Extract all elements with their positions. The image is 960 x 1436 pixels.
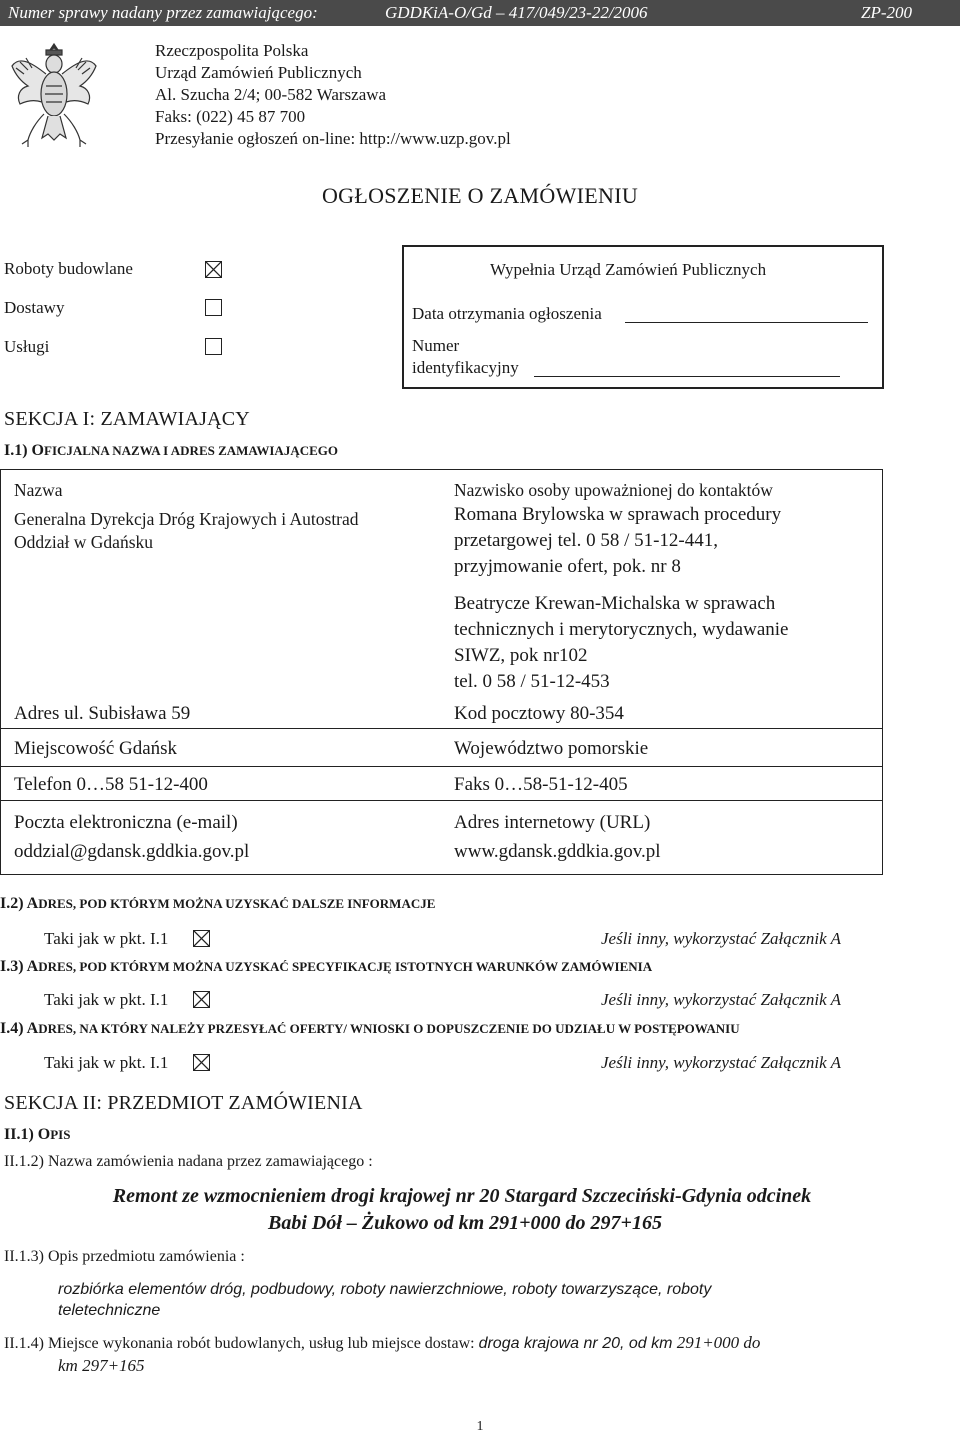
subsection-number: II.1) O: [4, 1126, 51, 1143]
otherwise-note: Jeśli inny, wykorzystać Załącznik A: [601, 929, 842, 948]
same-as-label: Taki jak w pkt. I.1: [44, 1053, 169, 1072]
city: Miejscowość Gdańsk: [14, 738, 178, 759]
subsection-i3-heading: [0, 958, 652, 976]
order-description-line: rozbiórka elementów dróg, podbudowy, roboty nawierzchniowe, roboty towarzyszące, roboty: [58, 1281, 712, 1298]
subsection-word: DRES,: [38, 896, 80, 911]
contact-person-2-line: Beatrycze Krewan-Michalska w sprawach: [454, 593, 776, 614]
check-cross-icon: [194, 1055, 209, 1070]
received-date-line: [625, 322, 868, 323]
subsection-title: POD KTÓRYM MOŻNA UZYSKAĆ DALSZE INFORMACJE: [79, 896, 436, 911]
same-as-label: Taki jak w pkt. I.1: [44, 990, 169, 1009]
row-divider: [1, 728, 882, 729]
place-of-works: [4, 1333, 760, 1353]
contact-person-2-line: technicznych i merytorycznych, wydawanie: [454, 619, 789, 640]
case-number-label: Numer sprawy nadany przez zamawiającego:: [8, 3, 318, 22]
order-type-label: Usługi: [4, 337, 50, 356]
order-type-label: Roboty budowlane: [4, 259, 133, 278]
name-label: Nazwa: [14, 480, 63, 500]
checkbox-same-as-i1[interactable]: [193, 930, 210, 947]
contact-person-2-line: SIWZ, pok nr102: [454, 645, 588, 666]
order-name-label: II.1.2) Nazwa zamówienia nadana przez zamawiającego :: [4, 1153, 373, 1170]
otherwise-note: Jeśli inny, wykorzystać Załącznik A: [601, 1053, 842, 1072]
phone: Telefon 0…58 51-12-400: [14, 774, 208, 795]
institution-line: Przesyłanie ogłoszeń on-line: http://www.uzp.gov.pl: [155, 129, 511, 148]
subsection-word: DRES,: [38, 1021, 80, 1036]
polish-eagle-emblem-icon: [6, 36, 102, 154]
office-use-box: [402, 245, 884, 389]
id-number-line: [534, 376, 840, 377]
check-cross-icon: [206, 262, 221, 277]
order-description-label: II.1.3) Opis przedmiotu zamówienia :: [4, 1248, 245, 1265]
subsection-title: FICJALNA NAZWA I ADRES ZAMAWIAJĄCEGO: [44, 443, 338, 458]
id-number-label-2: identyfikacyjny: [412, 358, 519, 377]
order-description-line: teletechniczne: [58, 1302, 161, 1319]
subsection-title: NA KTÓRY NALEŻY PRZESYŁAĆ OFERTY/ WNIOSKI O DOPUSZCZENIE DO UDZIAŁU W POSTĘPOWANIU: [79, 1021, 740, 1036]
same-as-label: Taki jak w pkt. I.1: [44, 929, 169, 948]
place-of-works-label: II.1.4) Miejsce wykonania robót budowlanych, usług lub miejsce dostaw:: [4, 1335, 475, 1352]
subsection-i1-heading: [4, 442, 338, 460]
institution-line: Al. Szucha 2/4; 00-582 Warszawa: [155, 85, 387, 104]
document-title: OGŁOSZENIE O ZAMÓWIENIU: [321, 183, 639, 208]
subsection-ii1-heading: [4, 1126, 70, 1144]
order-name-line-1: Remont ze wzmocnieniem drogi krajowej nr 20 Stargard Szczeciński-Gdynia odcinek: [112, 1185, 812, 1207]
subsection-title: PIS: [50, 1127, 71, 1142]
order-type-label: Dostawy: [4, 298, 65, 317]
subsection-i2-heading: [0, 895, 435, 913]
subsection-number: I.2) A: [0, 895, 39, 912]
institution-line: Rzeczpospolita Polska: [155, 41, 309, 60]
checkbox-supplies[interactable]: [205, 299, 222, 316]
place-of-works-km-start: 291+000 do: [672, 1333, 761, 1352]
page-number: 1: [476, 1419, 484, 1434]
postal-code: Kod pocztowy 80-354: [454, 703, 624, 724]
contact-person-line: przyjmowanie ofert, pok. nr 8: [454, 556, 681, 577]
id-number-label: Numer: [412, 336, 460, 355]
otherwise-note: Jeśli inny, wykorzystać Załącznik A: [601, 990, 842, 1009]
voivodeship: Województwo pomorskie: [454, 738, 649, 759]
order-name-line-2: Babi Dół – Żukowo od km 291+000 do 297+165: [268, 1212, 662, 1234]
row-divider: [1, 766, 882, 767]
section-1-title: SEKCJA I: ZAMAWIAJĄCY: [4, 408, 250, 430]
institution-line: Faks: (022) 45 87 700: [155, 107, 306, 126]
fax: Faks 0…58-51-12-405: [454, 774, 628, 795]
office-box-heading: Wypełnia Urząd Zamówień Publicznych: [490, 260, 767, 279]
check-cross-icon: [194, 931, 209, 946]
contact-person-2-line: tel. 0 58 / 51-12-453: [454, 671, 610, 692]
checkbox-works[interactable]: [205, 261, 222, 278]
place-of-works-km-end: km 297+165: [58, 1356, 145, 1375]
document-header-bar: [0, 0, 960, 26]
section-2-title: SEKCJA II: PRZEDMIOT ZAMÓWIENIA: [4, 1092, 363, 1114]
institution-address: [155, 40, 511, 150]
contact-person-line: Romana Brylowska w sprawach procedury: [454, 504, 782, 525]
subsection-title: POD KTÓRYM MOŻNA UZYSKAĆ SPECYFIKACJĘ ISTOTNYCH WARUNKÓW ZAMÓWIENIA: [79, 959, 653, 974]
check-cross-icon: [194, 992, 209, 1007]
form-code: ZP-200: [861, 3, 912, 22]
subsection-number: I.4) A: [0, 1020, 39, 1037]
institution-line: Urząd Zamówień Publicznych: [155, 63, 362, 82]
url-value: www.gdansk.gddkia.gov.pl: [454, 841, 661, 862]
checkbox-same-as-i1[interactable]: [193, 991, 210, 1008]
email-label: Poczta elektroniczna (e-mail): [14, 812, 238, 833]
url-label: Adres internetowy (URL): [454, 812, 651, 833]
subsection-word: DRES,: [38, 959, 80, 974]
subsection-number: I.3) A: [0, 958, 39, 975]
organisation-name: Generalna Dyrekcja Dróg Krajowych i Autostrad: [14, 509, 359, 529]
row-divider: [1, 800, 882, 801]
received-date-label: Data otrzymania ogłoszenia: [412, 304, 602, 323]
contact-person-label: Nazwisko osoby upoważnionej do kontaktów: [454, 480, 773, 500]
contact-person-line: przetargowej tel. 0 58 / 51-12-441,: [454, 530, 718, 551]
checkbox-same-as-i1[interactable]: [193, 1054, 210, 1071]
contact-details-box: [0, 469, 883, 875]
email-value: oddzial@gdansk.gddkia.gov.pl: [14, 841, 250, 862]
street-address: Adres ul. Subisława 59: [14, 703, 191, 724]
case-number-value: GDDKiA-O/Gd – 417/049/23-22/2006: [385, 3, 648, 22]
checkbox-services[interactable]: [205, 338, 222, 355]
place-of-works-value: droga krajowa nr 20, od km: [478, 1335, 673, 1352]
organisation-branch: Oddział w Gdańsku: [14, 532, 154, 552]
subsection-i4-heading: [0, 1020, 740, 1038]
subsection-number: I.1) O: [4, 442, 44, 459]
